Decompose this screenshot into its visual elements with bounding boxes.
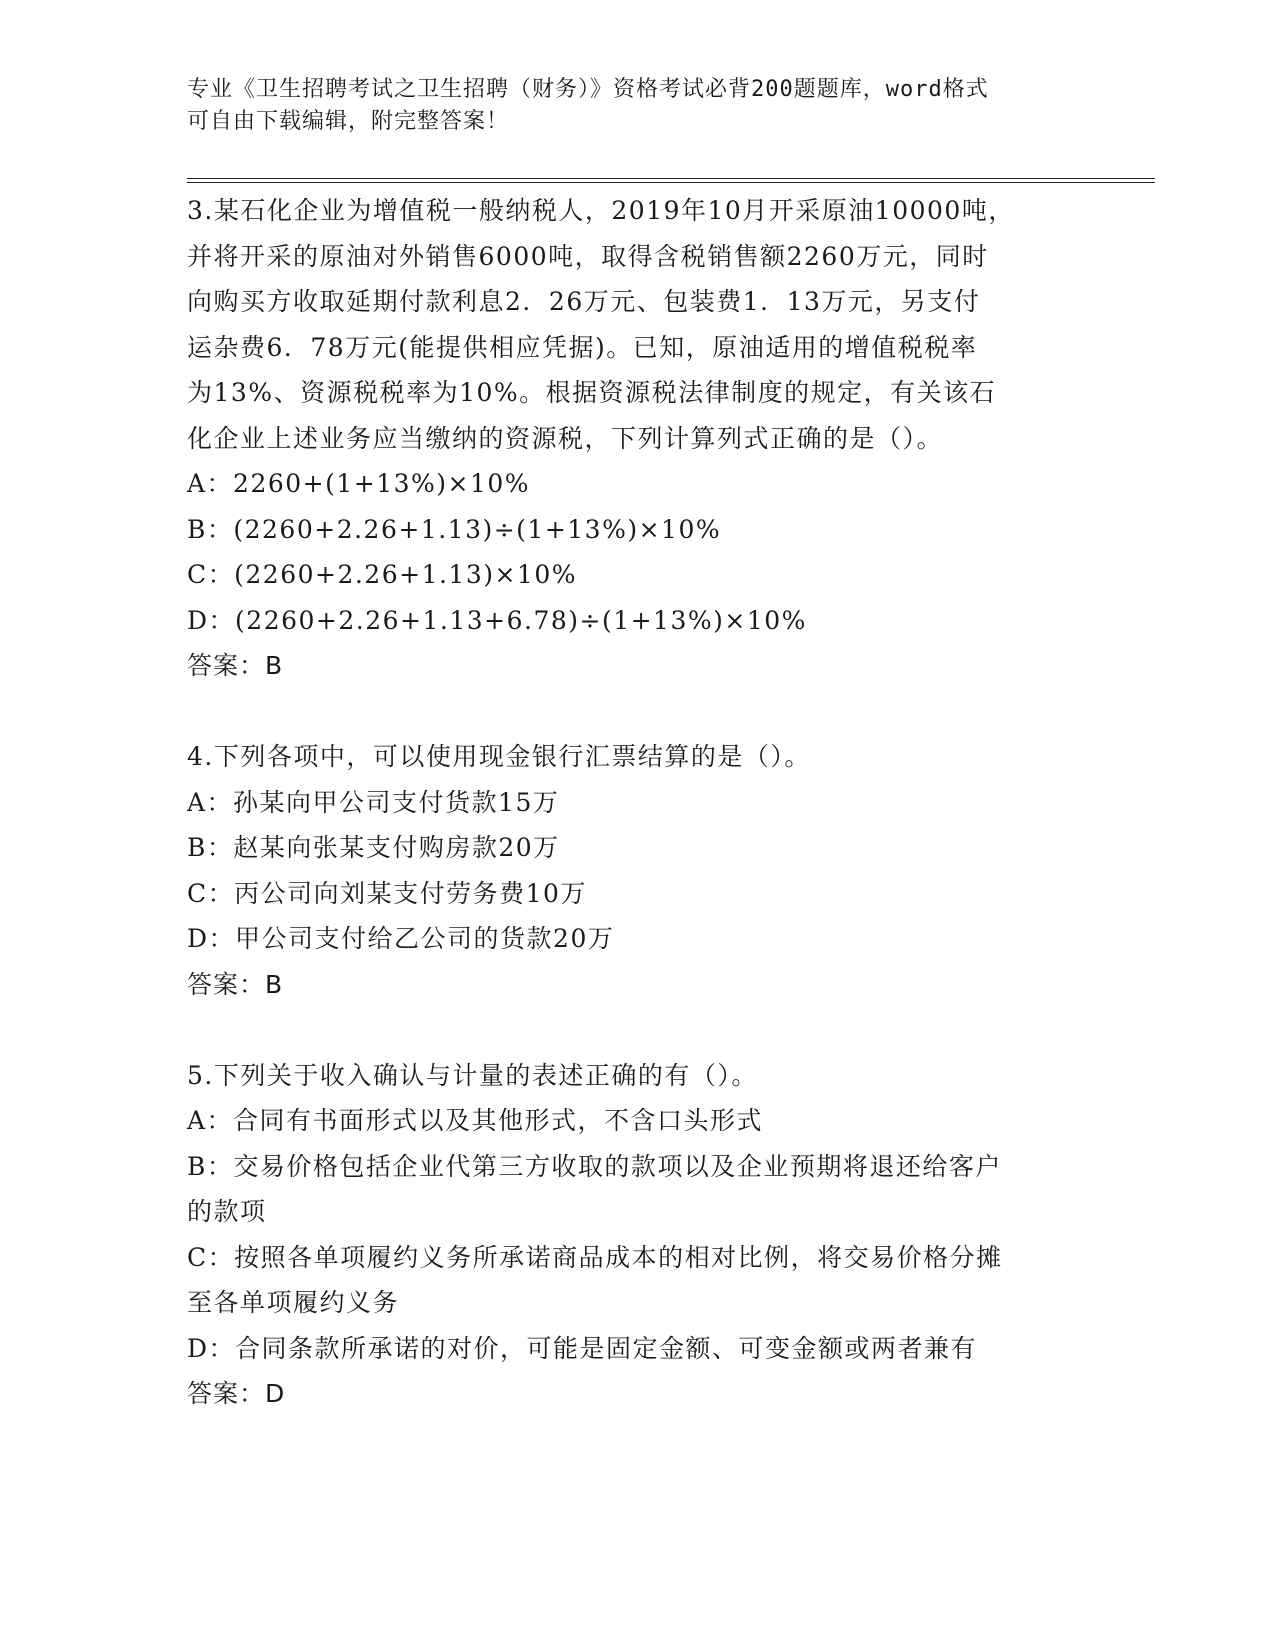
header-line-2: 可自由下载编辑，附完整答案！ [187, 109, 510, 134]
question-stem-line: 运杂费6．78万元(能提供相应凭据)。已知，原油适用的增值税税率 [187, 332, 978, 362]
option-d: D：甲公司支付给乙公司的货款20万 [187, 924, 615, 953]
question-stem-line: 向购买方收取延期付款利息2．26万元、包装费1．13万元，另支付 [187, 287, 981, 316]
option-a: A：孙某向甲公司支付货款15万 [187, 787, 560, 817]
question-list [187, 188, 1087, 1417]
question-stem-line: 并将开采的原油对外销售6000吨，取得含税销售额2260万元，同时 [187, 241, 989, 271]
question-stem-line: 为13%、资源税税率为10%。根据资源税法律制度的规定，有关该石 [187, 378, 997, 407]
option-c: C：丙公司向刘某支付劳务费10万 [187, 878, 587, 908]
option-b-continued: 的款项 [187, 1197, 267, 1226]
option-d: D：合同条款所承诺的对价，可能是固定金额、可变金额或两者兼有 [187, 1333, 978, 1363]
option-b: B：交易价格包括企业代第三方收取的款项以及企业预期将退还给客户 [187, 1151, 1002, 1181]
answer-label: 答案：D [187, 1379, 286, 1408]
answer-label: 答案：B [187, 651, 284, 680]
question-stem-line: 化企业上述业务应当缴纳的资源税，下列计算列式正确的是（）。 [187, 423, 944, 453]
question-stem-line: 4.下列各项中，可以使用现金银行汇票结算的是（）。 [187, 742, 811, 771]
document-header [187, 74, 1087, 138]
question-block [187, 188, 1087, 689]
option-b: B：赵某向张某支付购房款20万 [187, 833, 560, 862]
option-c: C：按照各单项履约义务所承诺商品成本的相对比例，将交易价格分摊 [187, 1242, 1003, 1272]
option-a: A：合同有书面形式以及其他形式，不含口头形式 [187, 1106, 764, 1135]
option-d: D：(2260+2.26+1.13+6.78)÷(1+13%)×10% [187, 605, 807, 635]
option-c: C：(2260+2.26+1.13)×10% [187, 560, 577, 589]
spacer [187, 1007, 1087, 1053]
question-block [187, 1053, 1087, 1417]
header-divider-top [187, 178, 1155, 179]
option-b: B：(2260+2.26+1.13)÷(1+13%)×10% [187, 514, 722, 544]
question-stem-line: 3.某石化企业为增值税一般纳税人，2019年10月开采原油10000吨， [187, 196, 1015, 225]
option-c-continued: 至各单项履约义务 [187, 1288, 400, 1317]
spacer [187, 689, 1087, 735]
option-a: A：2260+(1+13%)×10% [187, 469, 531, 498]
header-divider-bottom [187, 182, 1155, 183]
question-block [187, 734, 1087, 1007]
question-stem-line: 5.下列关于收入确认与计量的表述正确的有（）。 [187, 1060, 758, 1090]
header-line-1: 专业《卫生招聘考试之卫生招聘（财务）》资格考试必背200题题库，word格式 [187, 77, 989, 102]
answer-label: 答案：B [187, 969, 284, 999]
